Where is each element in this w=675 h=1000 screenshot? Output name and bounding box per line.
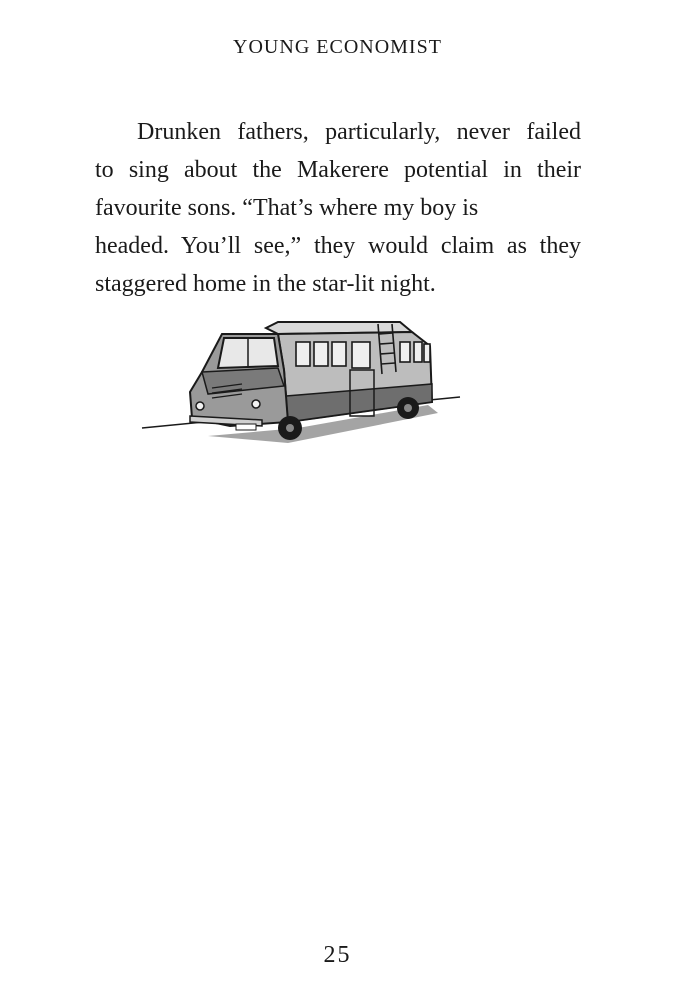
bus-illustration [138,310,468,455]
page-number: 25 [323,942,352,968]
body-line-4: headed. You’ll see,” they would claim as they [95,233,581,259]
body-paragraph [95,113,581,303]
body-line-1: Drunken fathers, particularly, never failed [137,119,581,145]
body-line-5: staggered home in the star-lit night. [95,271,436,297]
body-line-2: to sing about the Makerere potential in their [95,157,581,183]
body-line-3: favourite sons. “That’s where my boy is [95,195,479,221]
running-head: YOUNG ECONOMIST [233,36,442,58]
